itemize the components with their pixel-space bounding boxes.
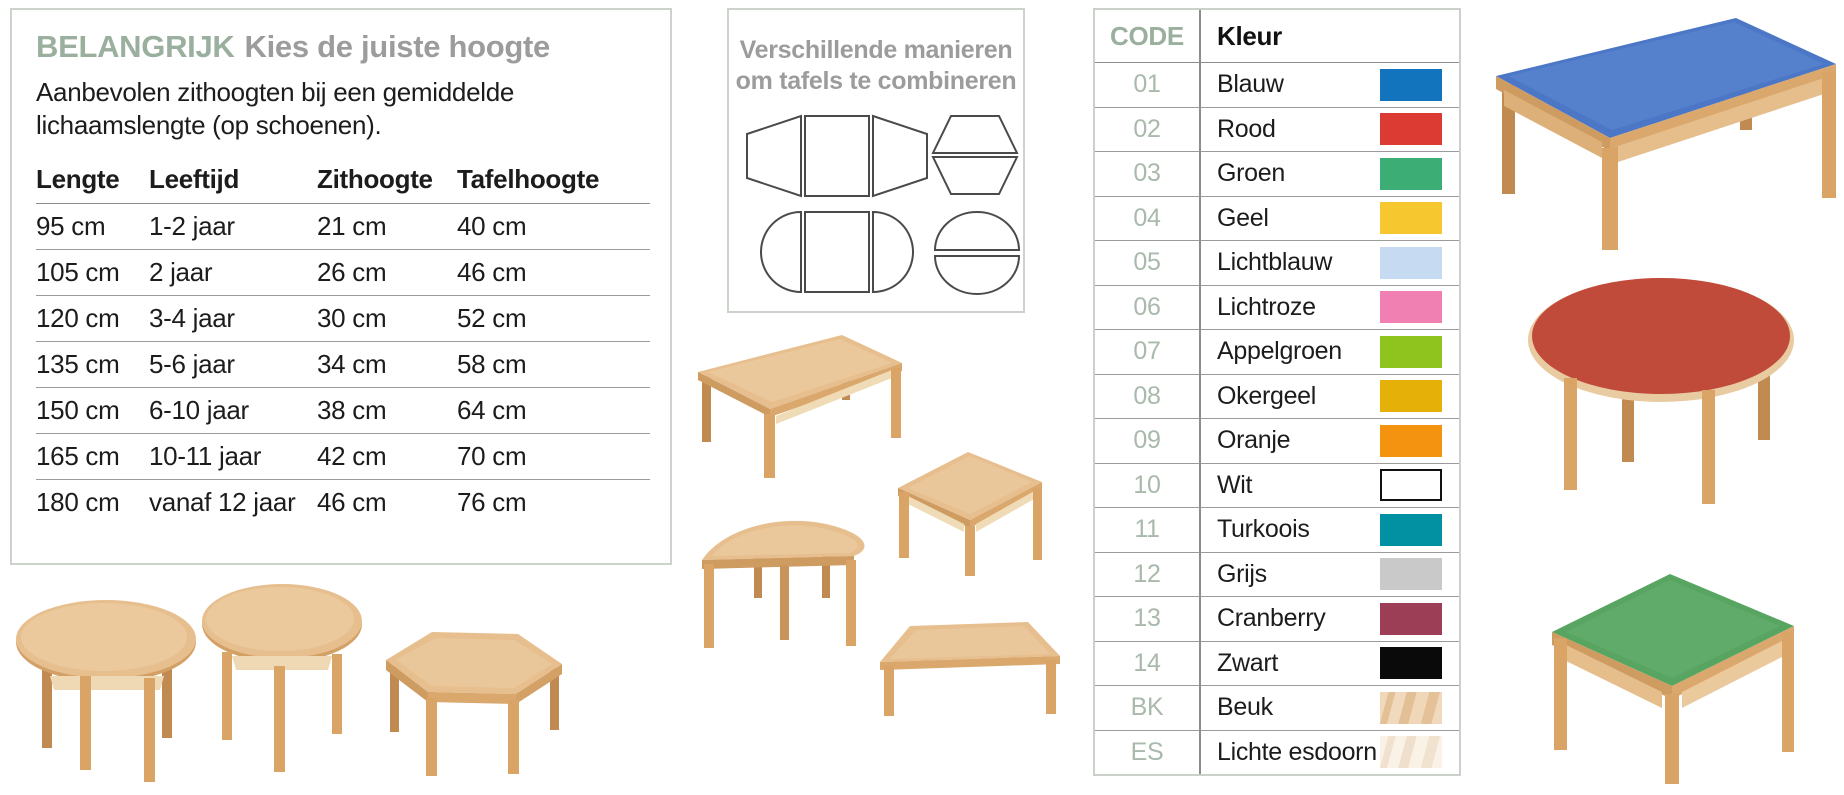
cell: 95 cm bbox=[36, 203, 149, 249]
table-row bbox=[36, 479, 650, 525]
color-code: 14 bbox=[1133, 648, 1161, 677]
height-table bbox=[36, 157, 650, 525]
cell: 40 cm bbox=[457, 203, 650, 249]
photo-wood-rectangular-table bbox=[694, 330, 906, 485]
color-name: Groen bbox=[1217, 159, 1285, 188]
color-row-lichte-esdoorn bbox=[1095, 731, 1459, 775]
height-table-header-row bbox=[36, 157, 650, 204]
color-name: Lichte esdoorn bbox=[1217, 737, 1377, 766]
color-code: 04 bbox=[1133, 203, 1161, 232]
color-code: 02 bbox=[1133, 114, 1161, 143]
color-swatch bbox=[1380, 514, 1442, 546]
cell: 64 cm bbox=[457, 387, 650, 433]
color-name: Geel bbox=[1217, 203, 1269, 232]
color-name: Cranberry bbox=[1217, 604, 1326, 633]
color-name: Grijs bbox=[1217, 559, 1267, 588]
color-row-wit bbox=[1095, 464, 1459, 509]
color-row-grijs bbox=[1095, 553, 1459, 598]
color-name: Blauw bbox=[1217, 70, 1284, 99]
color-code: 09 bbox=[1133, 426, 1161, 455]
color-swatch bbox=[1380, 425, 1442, 457]
photo-wood-square-table bbox=[886, 436, 1052, 581]
color-swatch bbox=[1380, 692, 1442, 724]
photo-wood-hexagon-table bbox=[382, 608, 567, 788]
color-name: Appelgroen bbox=[1217, 337, 1342, 366]
color-swatch bbox=[1380, 469, 1442, 501]
color-name: Wit bbox=[1217, 470, 1253, 499]
col-lengte: Lengte bbox=[36, 157, 149, 204]
color-swatch bbox=[1380, 603, 1442, 635]
red-round-table-illustration bbox=[1526, 270, 1796, 505]
combine-box-title bbox=[729, 35, 1023, 96]
color-code: 11 bbox=[1134, 515, 1160, 544]
column-divider bbox=[1199, 10, 1201, 774]
cell: 3-4 jaar bbox=[149, 295, 317, 341]
color-row-lichtroze bbox=[1095, 286, 1459, 331]
cell: 30 cm bbox=[317, 295, 457, 341]
height-box-title bbox=[36, 30, 646, 64]
photo-wood-round-table-1 bbox=[14, 598, 199, 795]
table-row bbox=[36, 341, 650, 387]
wood-round-table-illustration bbox=[14, 598, 199, 793]
kleur-header: Kleur bbox=[1217, 20, 1282, 51]
color-row-blauw bbox=[1095, 63, 1459, 108]
photo-green-square-table bbox=[1532, 546, 1807, 791]
cell: 120 cm bbox=[36, 295, 149, 341]
color-table-header bbox=[1095, 10, 1459, 63]
color-swatch bbox=[1380, 113, 1442, 145]
cell: 34 cm bbox=[317, 341, 457, 387]
cell: 70 cm bbox=[457, 433, 650, 479]
color-swatch bbox=[1380, 380, 1442, 412]
cell: 38 cm bbox=[317, 387, 457, 433]
combine-title-line2: om tafels te combineren bbox=[735, 66, 1017, 95]
combine-title-line1: Verschillende manieren bbox=[739, 36, 1013, 64]
color-name: Oranje bbox=[1217, 426, 1291, 455]
color-row-geel bbox=[1095, 197, 1459, 242]
color-row-cranberry bbox=[1095, 597, 1459, 642]
title-belangrijk: BELANGRIJK bbox=[36, 29, 235, 64]
title-kies-de-juiste-hoogte: Kies de juiste hoogte bbox=[244, 29, 550, 64]
color-name: Lichtblauw bbox=[1217, 248, 1333, 277]
color-code: 05 bbox=[1133, 248, 1161, 277]
table-row bbox=[36, 433, 650, 479]
color-swatch bbox=[1380, 69, 1442, 101]
color-name: Okergeel bbox=[1217, 381, 1317, 410]
color-row-groen bbox=[1095, 152, 1459, 197]
diagram-trapezoid-rect-combo bbox=[747, 116, 927, 196]
color-row-oranje bbox=[1095, 419, 1459, 464]
wood-round-table-3leg-illustration bbox=[200, 582, 365, 782]
color-swatch bbox=[1380, 202, 1442, 234]
photo-wood-trapezoid-table bbox=[876, 610, 1064, 723]
color-name: Zwart bbox=[1217, 648, 1279, 677]
wood-half-round-table-illustration bbox=[696, 510, 874, 655]
color-row-zwart bbox=[1095, 642, 1459, 687]
diagram-circle-split bbox=[935, 212, 1019, 294]
combine-tables-box bbox=[727, 8, 1025, 313]
color-name: Beuk bbox=[1217, 693, 1273, 722]
color-code: 12 bbox=[1133, 559, 1161, 588]
cell: 135 cm bbox=[36, 341, 149, 387]
wood-trapezoid-table-illustration bbox=[876, 610, 1064, 718]
cell: 21 cm bbox=[317, 203, 457, 249]
color-name: Rood bbox=[1217, 114, 1276, 143]
cell: vanaf 12 jaar bbox=[149, 486, 296, 517]
cell: 1-2 jaar bbox=[149, 203, 317, 249]
color-code: BK bbox=[1130, 693, 1164, 722]
color-swatch bbox=[1380, 158, 1442, 190]
cell: 2 jaar bbox=[149, 249, 317, 295]
cell: 58 cm bbox=[457, 341, 650, 387]
code-header: CODE bbox=[1110, 20, 1184, 51]
color-swatch bbox=[1380, 558, 1442, 590]
cell: 26 cm bbox=[317, 249, 457, 295]
diagram-hexagon-split bbox=[933, 116, 1017, 194]
color-code: 01 bbox=[1133, 70, 1161, 99]
color-code: 03 bbox=[1133, 159, 1161, 188]
color-swatch bbox=[1380, 336, 1442, 368]
wood-square-table-illustration bbox=[886, 436, 1052, 576]
color-swatch bbox=[1380, 736, 1442, 768]
color-swatch bbox=[1380, 647, 1442, 679]
wood-rectangular-table-illustration bbox=[694, 330, 906, 480]
color-code: 08 bbox=[1133, 381, 1161, 410]
cell: 76 cm bbox=[457, 486, 527, 517]
color-row-turkoois bbox=[1095, 508, 1459, 553]
cell: 6-10 jaar bbox=[149, 387, 317, 433]
cell: 10-11 jaar bbox=[149, 433, 317, 479]
col-leeftijd: Leeftijd bbox=[149, 157, 317, 204]
photo-wood-round-table-2 bbox=[200, 582, 365, 787]
color-row-lichtblauw bbox=[1095, 241, 1459, 286]
color-code: 10 bbox=[1133, 470, 1161, 499]
table-combination-diagrams bbox=[737, 110, 1021, 302]
cell: 46 cm bbox=[317, 486, 387, 517]
cell: 105 cm bbox=[36, 249, 149, 295]
tabletop-red bbox=[1532, 278, 1790, 394]
color-code: ES bbox=[1130, 737, 1164, 766]
color-name: Lichtroze bbox=[1217, 292, 1316, 321]
cell: 165 cm bbox=[36, 433, 149, 479]
color-swatch bbox=[1380, 291, 1442, 323]
color-row-beuk bbox=[1095, 686, 1459, 731]
color-name: Turkoois bbox=[1217, 515, 1310, 544]
color-row-okergeel bbox=[1095, 375, 1459, 420]
photo-red-round-table bbox=[1526, 270, 1796, 510]
height-recommendation-box bbox=[10, 8, 672, 565]
cell: 180 cm bbox=[36, 486, 120, 517]
table-row bbox=[36, 295, 650, 341]
photo-blue-rectangular-table bbox=[1490, 10, 1842, 260]
cell: 5-6 jaar bbox=[149, 341, 317, 387]
height-box-subtitle: Aanbevolen zithoogten bij een gemiddelde lichaamslengte (op schoenen). bbox=[36, 77, 515, 141]
cell: 52 cm bbox=[457, 295, 650, 341]
color-row-appelgroen bbox=[1095, 330, 1459, 375]
cell: 46 cm bbox=[457, 249, 650, 295]
color-swatch bbox=[1380, 247, 1442, 279]
table-row bbox=[36, 249, 650, 295]
color-code: 07 bbox=[1133, 337, 1161, 366]
cell: 42 cm bbox=[317, 433, 457, 479]
wood-hexagon-table-illustration bbox=[382, 608, 567, 783]
blue-rectangular-table-illustration bbox=[1490, 10, 1842, 255]
col-zithoogte: Zithoogte bbox=[317, 157, 457, 204]
color-code-table bbox=[1093, 8, 1461, 776]
table-row bbox=[36, 203, 650, 249]
color-code: 13 bbox=[1133, 604, 1161, 633]
cell: 150 cm bbox=[36, 387, 149, 433]
col-tafelhoogte: Tafelhoogte bbox=[457, 157, 650, 204]
color-code: 06 bbox=[1133, 292, 1161, 321]
green-square-table-illustration bbox=[1532, 546, 1807, 786]
color-row-rood bbox=[1095, 108, 1459, 153]
table-row bbox=[36, 387, 650, 433]
photo-wood-half-round-table bbox=[696, 510, 874, 660]
diagram-oval-combo bbox=[761, 212, 913, 292]
